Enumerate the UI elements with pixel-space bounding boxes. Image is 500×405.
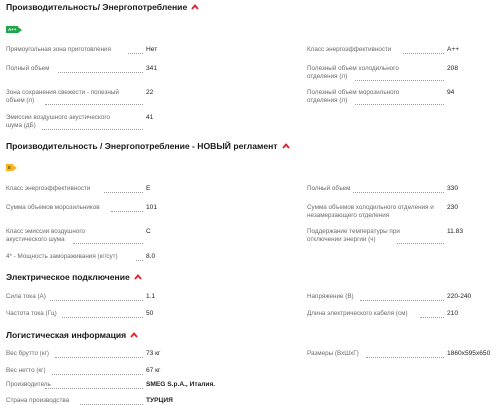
spec-label: 4* - Мощность замораживания (кг/сут) (6, 253, 118, 260)
dot-leader (52, 374, 143, 375)
spec-label: Класс энергоэффективности (307, 46, 392, 53)
spec-value: Нет (146, 46, 158, 53)
section-title: Производительность / Энергопотребление - НОВЫЙ регламент (6, 141, 278, 151)
spec-label: Вес брутто (кг) (6, 350, 49, 357)
spec-label: Полный объем (6, 65, 50, 72)
spec-label: Сумма объемов холодильного отделения и незамерзающего отделения (307, 204, 434, 219)
dot-leader (111, 211, 143, 212)
dot-leader (62, 317, 143, 318)
spec-value: 1860x595x650 (447, 350, 491, 357)
spec-label: Длина электрического кабеля (см) (307, 310, 408, 317)
dot-leader (360, 300, 444, 301)
energy-class-badge-label: A++ (8, 27, 17, 32)
dot-leader (403, 53, 444, 54)
spec-value: 230 (447, 204, 459, 211)
section-heading-performance-new[interactable] (6, 141, 290, 151)
spec-label: Зона сохранения свежести - полезный объем (л) (6, 89, 119, 104)
spec-value: 41 (146, 114, 154, 121)
section-title: Логистическая информация (6, 330, 127, 340)
spec-value: 210 (447, 310, 459, 317)
dot-leader (355, 104, 444, 105)
dot-leader (355, 80, 444, 81)
spec-label: Прямоугольная зона приготовления (6, 46, 111, 53)
section-title: Производительность/ Энергопотребление (6, 2, 188, 12)
spec-label: Эмиссии воздушного акустического шума (дБ) (6, 114, 110, 129)
spec-value: ТУРЦИЯ (146, 397, 173, 404)
dot-leader (45, 104, 143, 105)
spec-label: Страна производства (6, 397, 70, 404)
spec-label: Производитель (6, 381, 51, 388)
energy-class-badge-label: E (8, 165, 12, 170)
energy-class-arrow-icon (18, 27, 22, 33)
spec-value: 8.0 (146, 253, 156, 260)
chevron-up-icon[interactable] (130, 332, 138, 338)
dot-leader (397, 243, 444, 244)
spec-value: 1.1 (146, 293, 156, 300)
dot-leader (128, 53, 143, 54)
spec-label: Сила тока (А) (6, 293, 46, 300)
spec-label: Напряжение (В) (307, 293, 354, 300)
spec-label: Полный объем (307, 185, 351, 192)
section-title: Электрическое подключение (6, 272, 130, 282)
spec-value: 220-240 (447, 293, 472, 300)
spec-value: SMEG S.p.A., Италия. (146, 381, 216, 388)
energy-class-badge-new (6, 164, 17, 171)
spec-label: Сумма объемов морозильников (6, 204, 100, 211)
section-heading-performance[interactable] (6, 2, 199, 12)
spec-value: 67 кг (146, 367, 161, 374)
spec-value: 73 кг (146, 350, 161, 357)
spec-label: Полезный объем морозильного отделения (л) (307, 89, 400, 104)
dot-leader (58, 72, 143, 73)
spec-value: 94 (447, 89, 455, 96)
section-heading-electrical[interactable] (6, 272, 142, 282)
spec-value: 208 (447, 65, 459, 72)
chevron-up-icon[interactable] (134, 274, 142, 280)
spec-label: Вес нетто (кг) (6, 367, 46, 374)
dot-leader (55, 357, 143, 358)
spec-label: Класс энергоэффективности (6, 185, 91, 192)
energy-class-arrow-icon (13, 165, 17, 171)
spec-value: 11.83 (447, 228, 464, 235)
spec-label: Полезный объем холодильного отделения (л) (307, 65, 399, 80)
dot-leader (50, 300, 143, 301)
spec-value: 101 (146, 204, 158, 211)
spec-value: 22 (146, 89, 154, 96)
chevron-up-icon[interactable] (191, 4, 199, 10)
energy-class-badge (6, 26, 22, 33)
dot-leader (366, 357, 444, 358)
dot-leader (136, 260, 143, 261)
spec-label: Класс эмиссии воздушного акустического шума (6, 228, 85, 243)
dot-leader (42, 129, 143, 130)
spec-value: E (146, 185, 151, 192)
spec-label: Размеры (ВхШхГ) (307, 350, 359, 357)
dot-leader (353, 192, 444, 193)
dot-leader (45, 388, 143, 389)
spec-value: C (146, 228, 151, 235)
chevron-up-icon[interactable] (282, 143, 290, 149)
spec-label: Поддержание температуры при отключении энергии (ч) (307, 228, 400, 243)
section-heading-logistics[interactable] (6, 330, 138, 340)
spec-label: Частота тока (Гц) (6, 310, 57, 317)
dot-leader (420, 317, 444, 318)
spec-value: 330 (447, 185, 459, 192)
spec-value: 50 (146, 310, 154, 317)
dot-leader (73, 243, 143, 244)
dot-leader (104, 192, 143, 193)
spec-value: A++ (447, 46, 460, 53)
spec-value: 341 (146, 65, 158, 72)
